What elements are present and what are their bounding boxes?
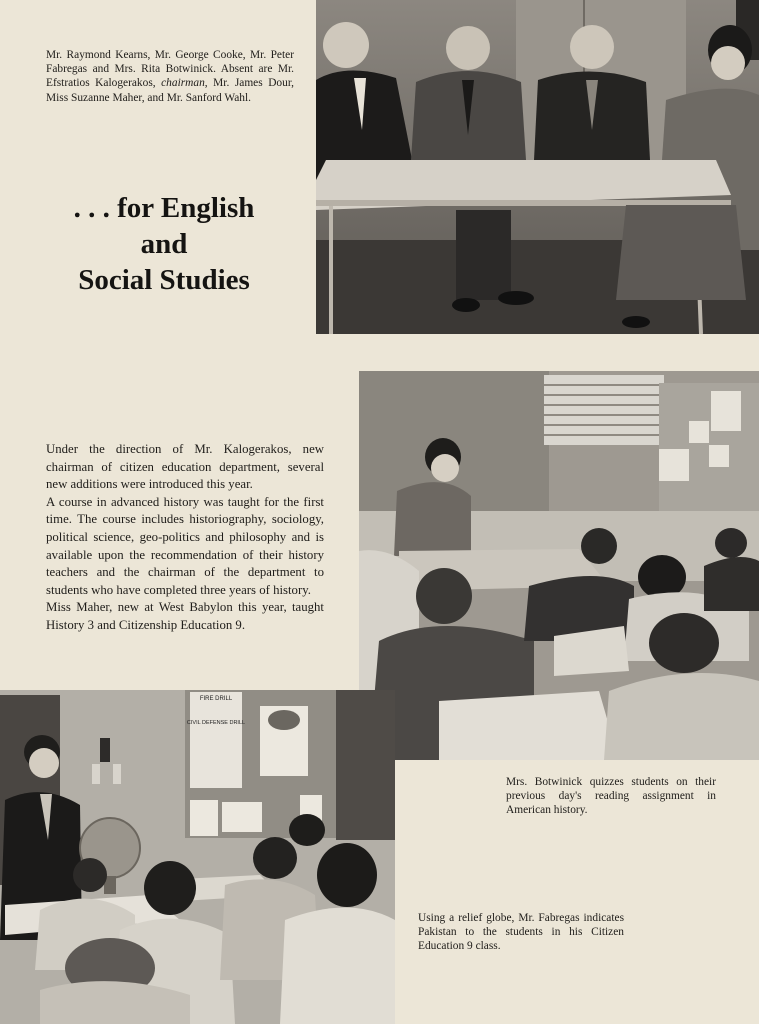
globe-photo-caption: Using a relief globe, Mr. Fabregas indicates Pakistan to the students in his Citizen Education 9 class. <box>418 912 624 953</box>
article-body <box>46 441 324 635</box>
caption-emphasis: chairman <box>161 77 205 90</box>
title-line-1: . . . for English <box>73 192 255 224</box>
classroom-photo <box>359 371 759 760</box>
faculty-photo-caption <box>46 48 294 105</box>
title-line-2: and <box>140 228 188 260</box>
caption-text: Mr. Raymond Kearns, Mr. George Cooke, Mr. Peter Fabregas and Mrs. Rita Botwinick. Absent are Mr. Efstratios Kalogerakos, <box>46 49 294 90</box>
fire-drill-poster-title: FIRE DRILL <box>199 696 233 702</box>
body-paragraph-3: Miss Maher, new at West Babylon this year, taught History 3 and Citizenship Education 9. <box>46 600 324 632</box>
title-line-3: Social Studies <box>78 264 250 296</box>
classroom-photo-caption: Mrs. Botwinick quizzes students on their previous day's reading assignment in American history. <box>506 776 716 817</box>
faculty-photo <box>316 0 759 334</box>
civil-defense-poster-title: CIVIL DEFENSE DRILL <box>186 720 246 726</box>
page-title <box>46 190 282 298</box>
body-paragraph-2: A course in advanced history was taught for the first time. The course includes historiography, sociology, political science, geo-politics and philosophy and is available upon the recommendation of their history teachers and the chairman of the department to students who have completed three years of history. <box>46 494 324 597</box>
globe-photo <box>0 690 395 1024</box>
body-paragraph-1: Under the direction of Mr. Kalogerakos, new chairman of citizen education department, several new additions were introduced this year. <box>46 442 324 492</box>
caption-text-end: , Mr. James Dour, Miss Suzanne Maher, and Mr. Sanford Wahl. <box>46 77 294 104</box>
